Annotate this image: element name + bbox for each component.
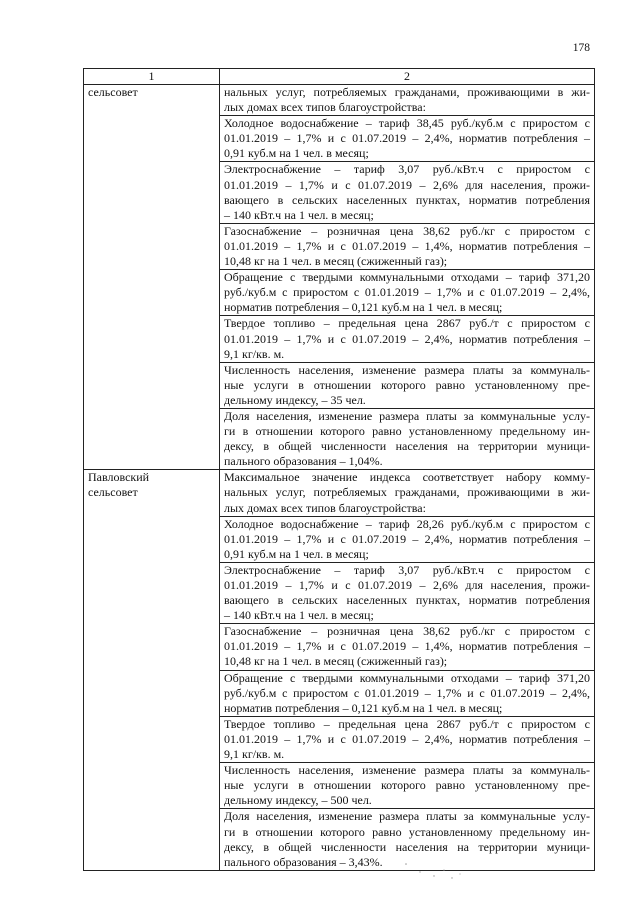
description-line: Твердое топливо – предельная цена 2867 руб./т с приростом с bbox=[224, 316, 590, 331]
region-name-line: Павловский bbox=[88, 470, 150, 485]
description-line: 9,1 кг/кв. м. bbox=[224, 346, 285, 361]
column-header-1: 1 bbox=[84, 69, 220, 85]
description-line: пального образования – 1,04%. bbox=[224, 454, 383, 469]
description-line: Численность населения, изменение размера платы за коммуналь- bbox=[224, 362, 590, 377]
description-line: Холодное водоснабжение – тариф 28,26 руб./куб.м с приростом с bbox=[224, 516, 590, 531]
description-line: нальных услуг, потребляемых гражданами, проживающими в жи- bbox=[224, 485, 590, 500]
table-row bbox=[84, 85, 595, 470]
description-line: 10,48 кг на 1 чел. в месяц (сжиженный газ); bbox=[224, 654, 448, 669]
description-line: руб./куб.м с приростом с 01.01.2019 – 1,7% и с 01.07.2019 – 2,4%, bbox=[224, 285, 590, 300]
description-line: – 140 кВт.ч на 1 чел. в месяц; bbox=[224, 207, 374, 222]
page-number: 178 bbox=[572, 42, 590, 54]
description-line: вающего в сельских населенных пунктах, норматив потребления bbox=[224, 593, 590, 608]
description-line: дексу, в общей численности населения на территории муници- bbox=[224, 839, 590, 854]
tariff-table bbox=[83, 68, 595, 871]
description-line: Доля населения, изменение размера платы за коммунальные услу- bbox=[224, 809, 590, 824]
description-line: 01.01.2019 – 1,7% и с 01.07.2019 – 2,6% для населения, прожи- bbox=[224, 578, 590, 592]
description-line: Холодное водоснабжение – тариф 38,45 руб./куб.м с приростом с bbox=[224, 116, 590, 131]
description-line: 01.01.2019 – 1,7% и с 01.07.2019 – 1,4%, норматив потребления – bbox=[224, 238, 590, 253]
description-paragraph bbox=[220, 85, 594, 115]
description-line: 01.01.2019 – 1,7% и с 01.07.2019 – 2,4%, норматив потребления – bbox=[224, 331, 590, 346]
description-line: руб./куб.м с приростом с 01.01.2019 – 1,7% и с 01.07.2019 – 2,4%, bbox=[224, 685, 590, 700]
description-paragraph bbox=[220, 516, 594, 562]
description-line: лых домах всех типов благоустройства: bbox=[224, 100, 426, 115]
description-cell bbox=[220, 85, 595, 470]
description-line: 01.01.2019 – 1,7% и с 01.07.2019 – 2,4%, норматив потребления – bbox=[224, 531, 590, 546]
description-paragraph bbox=[220, 470, 594, 515]
description-line: дельному индексу, – 500 чел. bbox=[224, 793, 372, 808]
description-line: Электроснабжение – тариф 3,07 руб./кВт.ч с приростом с bbox=[224, 162, 590, 177]
description-line: Твердое топливо – предельная цена 2867 руб./т с приростом с bbox=[224, 716, 590, 731]
region-cell bbox=[84, 470, 220, 870]
description-line: 01.01.2019 – 1,7% и с 01.07.2019 – 1,4%, норматив потребления – bbox=[224, 639, 590, 654]
description-paragraph bbox=[220, 315, 594, 361]
description-line: – 140 кВт.ч на 1 чел. в месяц; bbox=[224, 608, 374, 623]
description-line: ные услуги в отношении которого равно установленному пре- bbox=[224, 377, 590, 392]
description-line: норматив потребления – 0,121 куб.м на 1 чел. в месяц; bbox=[224, 700, 503, 715]
description-paragraph bbox=[220, 408, 594, 469]
description-paragraph bbox=[220, 223, 594, 269]
description-line: 01.01.2019 – 1,7% и с 01.07.2019 – 2,4%, норматив потребления – bbox=[224, 731, 590, 746]
description-line: вающего в сельских населенных пунктах, норматив потребления bbox=[224, 192, 590, 207]
description-paragraph bbox=[220, 161, 594, 222]
description-paragraph bbox=[220, 115, 594, 161]
description-line: Газоснабжение – розничная цена 38,62 руб./кг с приростом с bbox=[224, 624, 590, 639]
description-paragraph bbox=[220, 670, 594, 716]
description-line: нальных услуг, потребляемых гражданами, проживающими в жи- bbox=[224, 85, 590, 99]
table-row bbox=[84, 470, 595, 870]
description-paragraph bbox=[220, 362, 594, 408]
description-line: 01.01.2019 – 1,7% и с 01.07.2019 – 2,6% для населения, прожи- bbox=[224, 177, 590, 192]
description-line: ги в отношении которого равно установленному предельному ин- bbox=[224, 824, 590, 839]
description-line: Обращение с твердыми коммунальными отходами – тариф 371,20 bbox=[224, 670, 590, 685]
description-line: 9,1 кг/кв. м. bbox=[224, 747, 285, 762]
scan-artifact bbox=[400, 860, 480, 884]
description-line: дельному индексу, – 35 чел. bbox=[224, 392, 366, 407]
description-cell bbox=[220, 470, 595, 870]
description-line: Максимальное значение индекса соответствует набору комму- bbox=[224, 470, 590, 485]
description-paragraph bbox=[220, 716, 594, 762]
description-line: норматив потребления – 0,121 куб.м на 1 чел. в месяц; bbox=[224, 300, 503, 315]
region-name-line: сельсовет bbox=[88, 85, 138, 99]
description-line: Обращение с твердыми коммунальными отходами – тариф 371,20 bbox=[224, 270, 590, 285]
region-cell bbox=[84, 85, 220, 470]
description-line: лых домах всех типов благоустройства: bbox=[224, 500, 426, 515]
description-paragraph bbox=[220, 269, 594, 315]
description-line: ги в отношении которого равно установленному предельному ин- bbox=[224, 424, 590, 439]
description-line: 0,91 куб.м на 1 чел. в месяц; bbox=[224, 146, 369, 161]
description-line: Численность населения, изменение размера платы за коммуналь- bbox=[224, 763, 590, 778]
table-header-row bbox=[84, 69, 595, 85]
description-line: дексу, в общей численности населения на территории муници- bbox=[224, 439, 590, 454]
description-paragraph bbox=[220, 762, 594, 808]
description-line: ные услуги в отношении которого равно установленному пре- bbox=[224, 778, 590, 793]
description-line: Электроснабжение – тариф 3,07 руб./кВт.ч с приростом с bbox=[224, 562, 590, 577]
column-header-2: 2 bbox=[220, 69, 595, 85]
description-line: пального образования – 3,43%. bbox=[224, 854, 383, 869]
region-name-line: сельсовет bbox=[88, 485, 138, 500]
description-line: 10,48 кг на 1 чел. в месяц (сжиженный газ); bbox=[224, 254, 448, 269]
description-line: 01.01.2019 – 1,7% и с 01.07.2019 – 2,4%, норматив потребления – bbox=[224, 131, 590, 146]
description-line: 0,91 куб.м на 1 чел. в месяц; bbox=[224, 546, 369, 561]
description-paragraph bbox=[220, 623, 594, 669]
description-line: Газоснабжение – розничная цена 38,62 руб./кг с приростом с bbox=[224, 223, 590, 238]
description-paragraph bbox=[220, 562, 594, 623]
description-line: Доля населения, изменение размера платы за коммунальные услу- bbox=[224, 408, 590, 423]
